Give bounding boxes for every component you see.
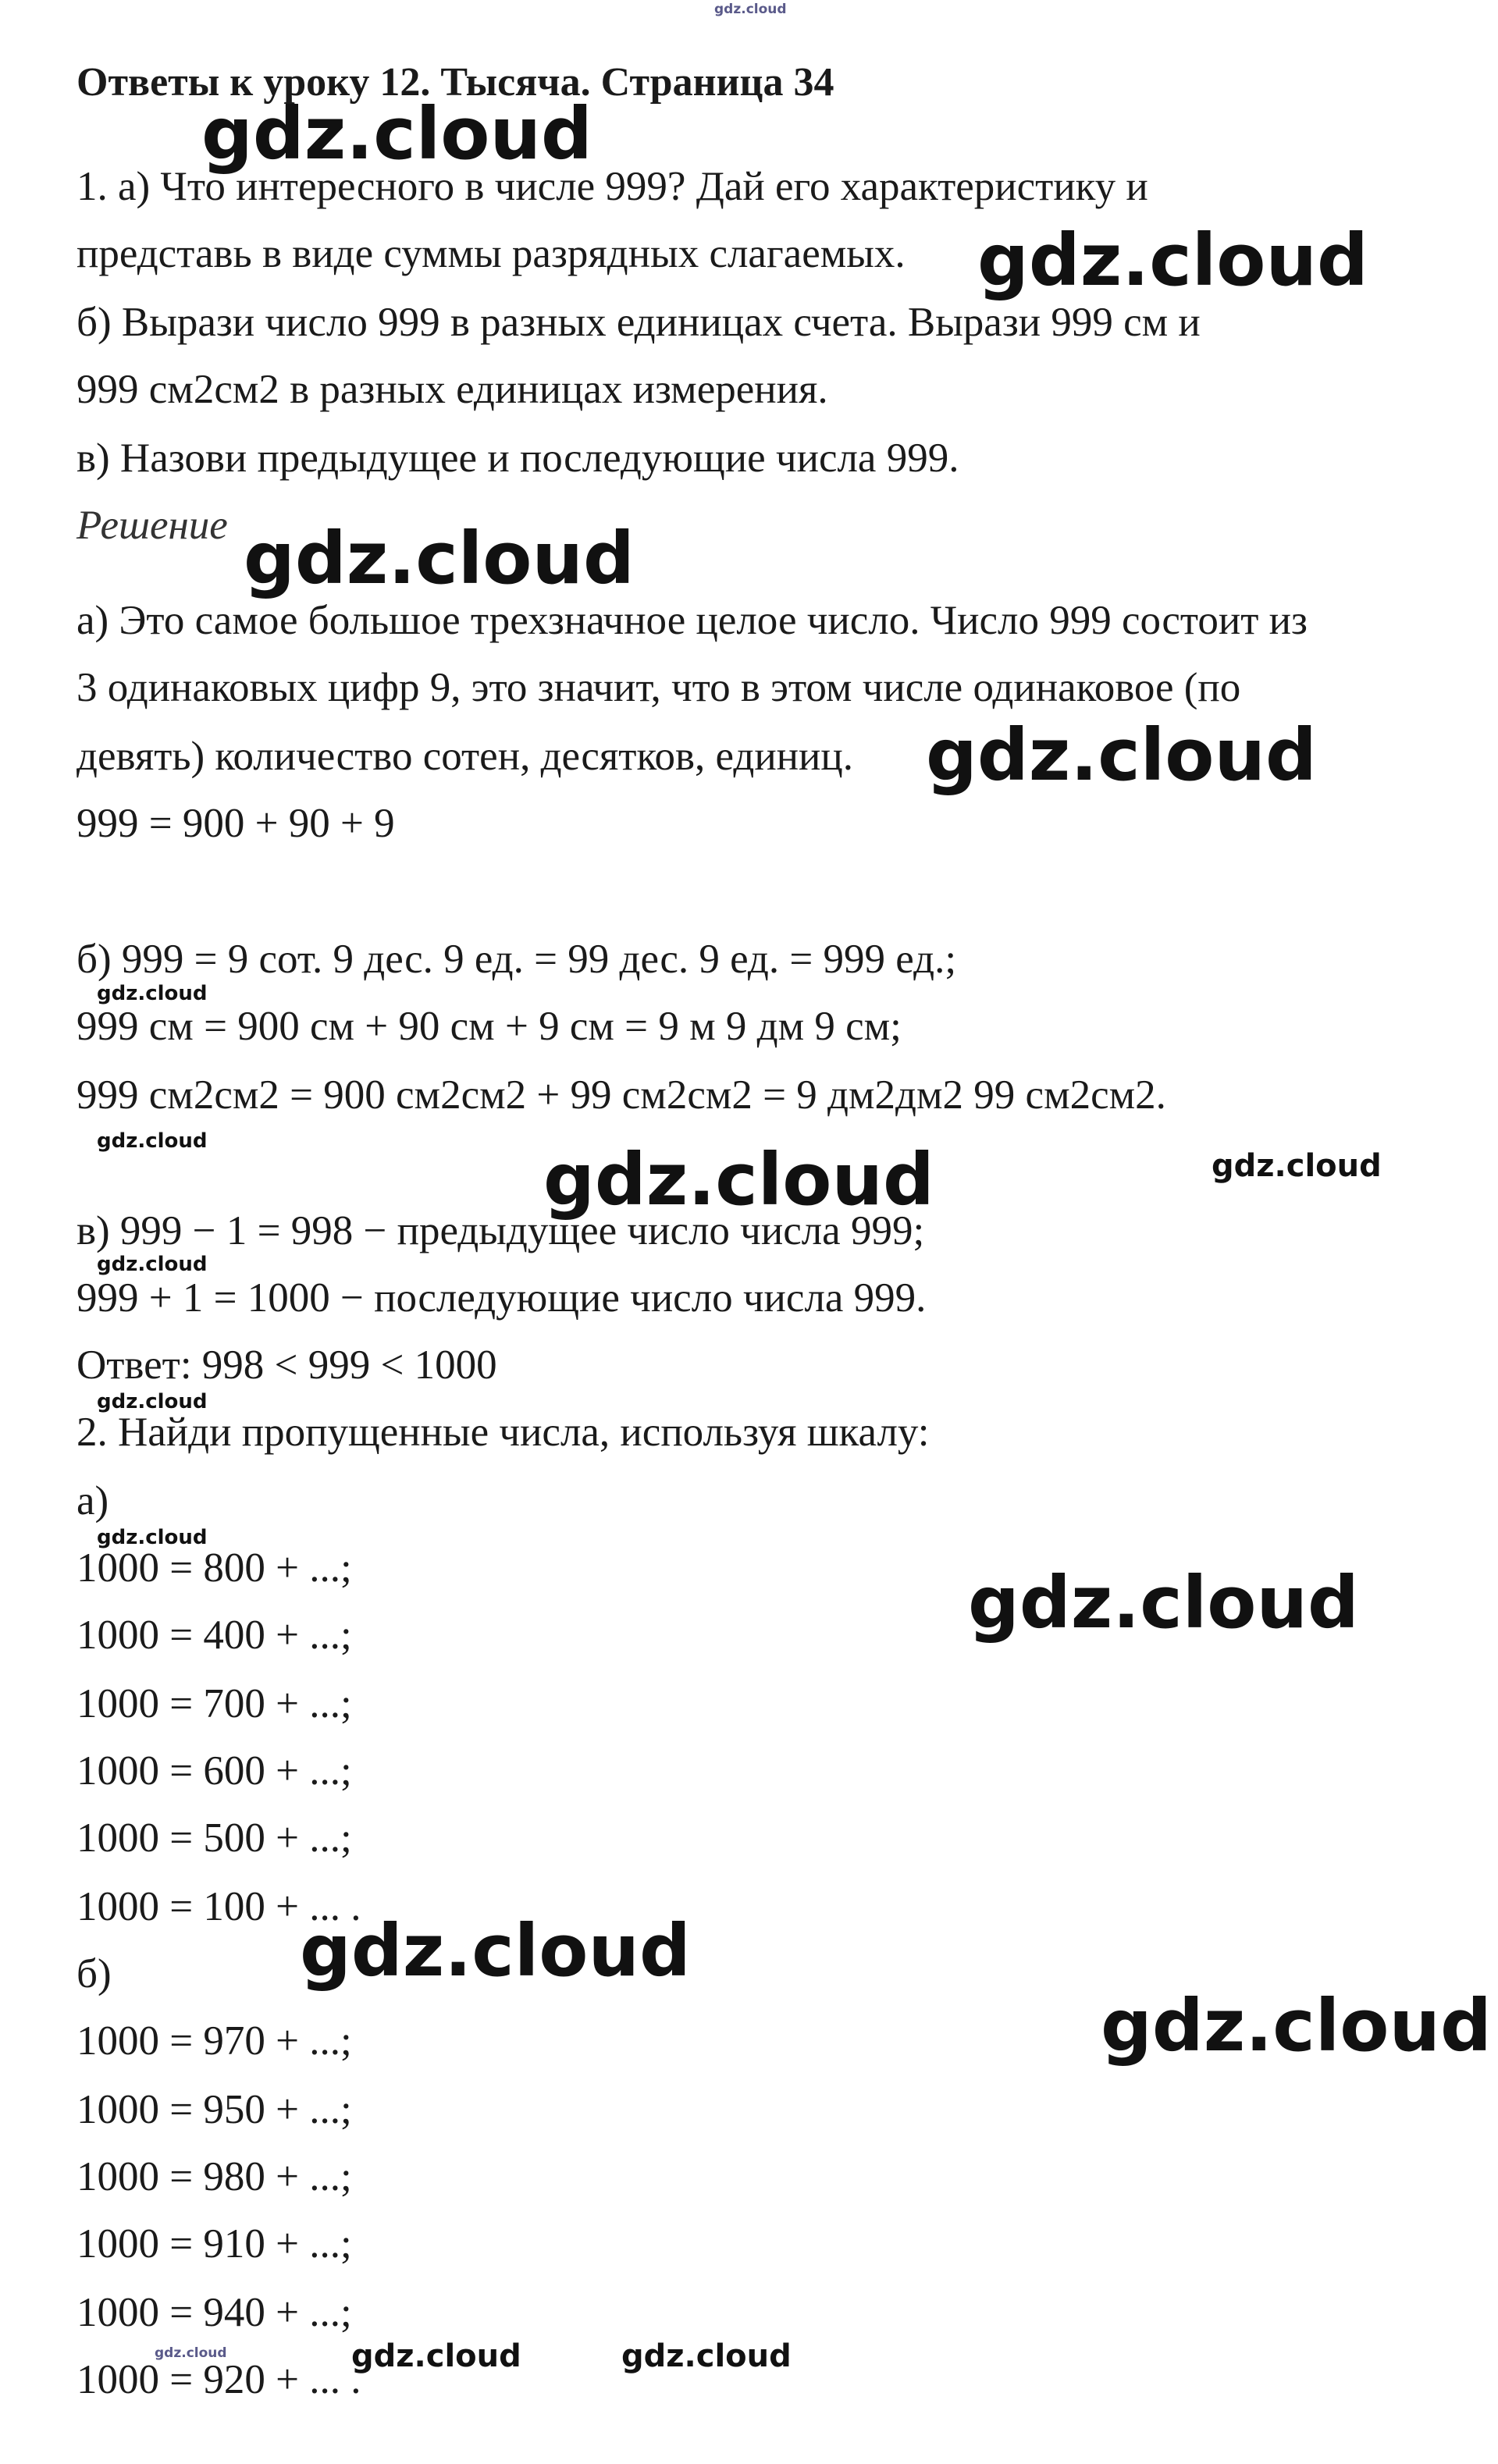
- solution-b-line-3: 999 см2см2 = 900 см2см2 + 99 см2см2 = 9 дм2дм2 99 см2см2.: [77, 1072, 1166, 1118]
- solution-a-line-4: 999 = 900 + 90 + 9: [77, 801, 395, 846]
- watermark: gdz.cloud: [155, 2345, 227, 2361]
- task2-b-equation: 1000 = 980 + ...;: [77, 2154, 352, 2199]
- task2-b-equation: 1000 = 920 + ... .: [77, 2357, 361, 2402]
- watermark: gdz.cloud: [97, 1526, 208, 1549]
- solution-c-line-1: в) 999 − 1 = 998 − предыдущее число числа 999;: [77, 1208, 925, 1253]
- task2-b-equation: 1000 = 970 + ...;: [77, 2018, 352, 2064]
- watermark: gdz.cloud: [543, 1138, 934, 1221]
- solution-a-line-1: а) Это самое большое трехзначное целое число. Число 999 состоит из: [77, 598, 1308, 643]
- solution-label: Решение: [77, 503, 228, 548]
- solution-a-line-3: девять) количество сотен, десятков, единиц.: [77, 734, 854, 779]
- task2-b-equation: 1000 = 910 + ...;: [77, 2221, 352, 2267]
- task1-line-5: в) Назови предыдущее и последующие числа 999.: [77, 436, 959, 481]
- watermark: gdz.cloud: [97, 1129, 208, 1153]
- task2-a-equation: 1000 = 500 + ...;: [77, 1815, 352, 1861]
- task1-line-1: 1. а) Что интересного в числе 999? Дай его характеристику и: [77, 164, 1148, 209]
- solution-c-line-2: 999 + 1 = 1000 − последующие число числа 999.: [77, 1275, 927, 1321]
- watermark: gdz.cloud: [97, 982, 208, 1005]
- page-title: Ответы к уроку 12. Тысяча. Страница 34: [77, 60, 834, 105]
- task1-line-2: представь в виде суммы разрядных слагаемых.: [77, 231, 906, 276]
- watermark: gdz.cloud: [244, 517, 635, 600]
- task2-b-equation: 1000 = 950 + ...;: [77, 2087, 352, 2132]
- task2-b-equation: 1000 = 940 + ...;: [77, 2290, 352, 2335]
- watermark: gdz.cloud: [968, 1561, 1359, 1644]
- watermark: gdz.cloud: [1212, 1148, 1382, 1184]
- answer-line: Ответ: 998 < 999 < 1000: [77, 1342, 497, 1388]
- watermark: gdz.cloud: [351, 2338, 521, 2374]
- task2-heading: 2. Найди пропущенные числа, используя шкалу:: [77, 1410, 930, 1455]
- task1-line-4: 999 см2см2 в разных единицах измерения.: [77, 367, 828, 412]
- solution-b-line-2: 999 см = 900 см + 90 см + 9 см = 9 м 9 дм 9 см;: [77, 1004, 902, 1049]
- watermark-top: gdz.cloud: [714, 2, 787, 17]
- task2-a-equation: 1000 = 100 + ... .: [77, 1884, 361, 1929]
- task2-a-equation: 1000 = 600 + ...;: [77, 1748, 352, 1794]
- watermark: gdz.cloud: [201, 92, 592, 176]
- watermark: gdz.cloud: [926, 713, 1317, 797]
- watermark: gdz.cloud: [621, 2338, 792, 2374]
- task1-line-3: б) Вырази число 999 в разных единицах счета. Вырази 999 см и: [77, 300, 1201, 345]
- task2-a-equation: 1000 = 700 + ...;: [77, 1681, 352, 1726]
- task2-part-a-label: а): [77, 1478, 109, 1524]
- watermark: gdz.cloud: [300, 1909, 691, 1993]
- solution-b-line-1: б) 999 = 9 сот. 9 дес. 9 ед. = 99 дес. 9 ед. = 999 ед.;: [77, 937, 957, 982]
- task2-a-equation: 1000 = 400 + ...;: [77, 1612, 352, 1658]
- watermark: gdz.cloud: [97, 1253, 208, 1276]
- watermark: gdz.cloud: [1101, 1984, 1492, 2068]
- watermark: gdz.cloud: [97, 1390, 208, 1413]
- task2-part-b-label: б): [77, 1951, 112, 1996]
- watermark: gdz.cloud: [977, 219, 1368, 302]
- task2-a-equation: 1000 = 800 + ...;: [77, 1545, 352, 1591]
- solution-a-line-2: 3 одинаковых цифр 9, это значит, что в этом числе одинаковое (по: [77, 665, 1241, 710]
